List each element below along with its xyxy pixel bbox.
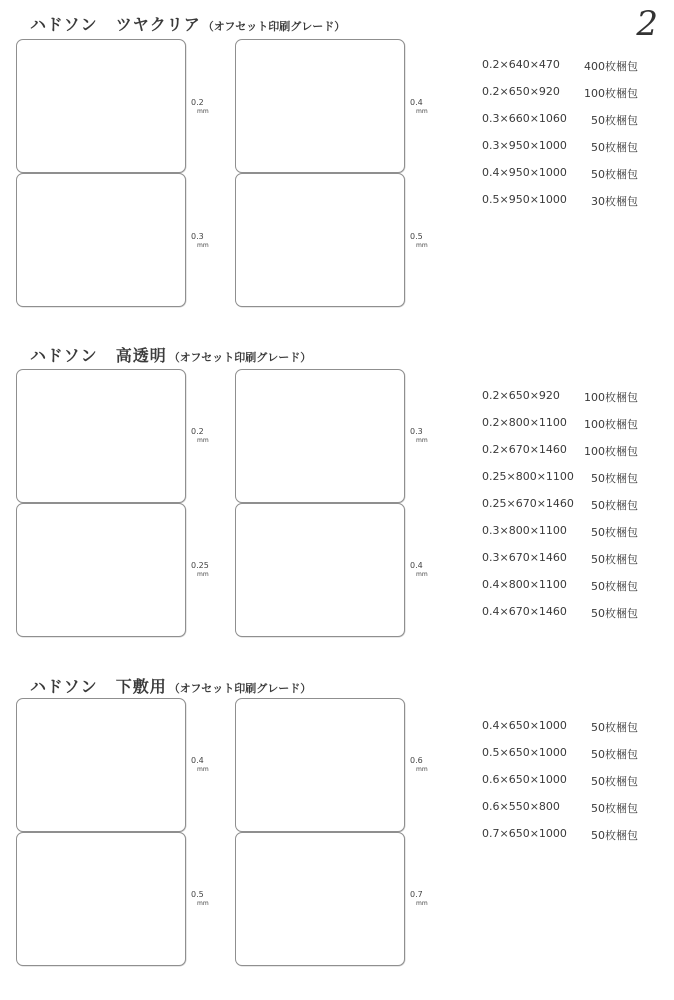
spec-size: 0.4×650×1000 bbox=[482, 719, 567, 732]
sample-sheet bbox=[235, 503, 405, 637]
thickness-label: 0.5 mm bbox=[410, 232, 428, 249]
spec-row bbox=[482, 112, 638, 139]
spec-pack: 100枚梱包 bbox=[584, 418, 638, 431]
spec-row bbox=[482, 773, 638, 800]
spec-row bbox=[482, 719, 638, 746]
spec-row bbox=[482, 551, 638, 578]
sample-sheet bbox=[16, 369, 186, 503]
spec-size: 0.4×800×1100 bbox=[482, 578, 567, 591]
spec-row bbox=[482, 800, 638, 827]
spec-pack: 50枚梱包 bbox=[591, 721, 638, 734]
spec-row bbox=[482, 524, 638, 551]
spec-size: 0.2×670×1460 bbox=[482, 443, 567, 456]
spec-row bbox=[482, 166, 638, 193]
spec-pack: 50枚梱包 bbox=[591, 114, 638, 127]
sample-sheet bbox=[235, 369, 405, 503]
product-name: 下敷用 bbox=[115, 677, 167, 696]
grade-label: （オフセット印刷グレード） bbox=[168, 351, 312, 364]
spec-size: 0.5×950×1000 bbox=[482, 193, 567, 206]
spec-pack: 400枚梱包 bbox=[584, 60, 638, 73]
spec-row bbox=[482, 497, 638, 524]
spec-row bbox=[482, 193, 638, 220]
spec-size: 0.2×640×470 bbox=[482, 58, 560, 71]
thickness-label: 0.4 mm bbox=[410, 98, 428, 115]
page-number: 2 bbox=[636, 4, 658, 44]
spec-row bbox=[482, 389, 638, 416]
spec-pack: 50枚梱包 bbox=[591, 553, 638, 566]
spec-list bbox=[482, 58, 638, 220]
spec-pack: 50枚梱包 bbox=[591, 802, 638, 815]
thickness-label: 0.5 mm bbox=[191, 890, 209, 907]
section-title bbox=[30, 12, 345, 35]
thickness-label: 0.7 mm bbox=[410, 890, 428, 907]
sample-sheet bbox=[16, 173, 186, 307]
spec-size: 0.25×800×1100 bbox=[482, 470, 574, 483]
spec-pack: 50枚梱包 bbox=[591, 748, 638, 761]
spec-pack: 100枚梱包 bbox=[584, 87, 638, 100]
brand-name: ハドソン bbox=[30, 677, 98, 696]
sample-sheet bbox=[16, 832, 186, 966]
grade-label: （オフセット印刷グレード） bbox=[168, 682, 312, 695]
sample-sheet bbox=[235, 39, 405, 173]
spec-row bbox=[482, 746, 638, 773]
spec-pack: 50枚梱包 bbox=[591, 526, 638, 539]
spec-pack: 30枚梱包 bbox=[591, 195, 638, 208]
section-title bbox=[30, 674, 311, 697]
spec-row bbox=[482, 605, 638, 632]
spec-size: 0.3×800×1100 bbox=[482, 524, 567, 537]
spec-size: 0.2×650×920 bbox=[482, 85, 560, 98]
thickness-label: 0.25 mm bbox=[191, 561, 209, 578]
spec-size: 0.2×650×920 bbox=[482, 389, 560, 402]
spec-list bbox=[482, 389, 638, 632]
spec-pack: 100枚梱包 bbox=[584, 445, 638, 458]
spec-pack: 50枚梱包 bbox=[591, 775, 638, 788]
product-name: 高透明 bbox=[115, 346, 167, 365]
spec-row bbox=[482, 416, 638, 443]
thickness-label: 0.3 mm bbox=[410, 427, 428, 444]
spec-pack: 50枚梱包 bbox=[591, 472, 638, 485]
spec-size: 0.3×950×1000 bbox=[482, 139, 567, 152]
grade-label: （オフセット印刷グレード） bbox=[202, 20, 346, 33]
brand-name: ハドソン bbox=[30, 346, 98, 365]
spec-size: 0.3×670×1460 bbox=[482, 551, 567, 564]
product-name: ツヤクリア bbox=[115, 15, 201, 34]
spec-pack: 50枚梱包 bbox=[591, 499, 638, 512]
spec-size: 0.3×660×1060 bbox=[482, 112, 567, 125]
sample-sheet bbox=[235, 698, 405, 832]
spec-row bbox=[482, 827, 638, 854]
spec-row bbox=[482, 470, 638, 497]
thickness-label: 0.4 mm bbox=[191, 756, 209, 773]
spec-pack: 50枚梱包 bbox=[591, 168, 638, 181]
thickness-label: 0.4 mm bbox=[410, 561, 428, 578]
thickness-label: 0.2 mm bbox=[191, 427, 209, 444]
spec-size: 0.6×550×800 bbox=[482, 800, 560, 813]
sample-sheet bbox=[16, 503, 186, 637]
spec-pack: 50枚梱包 bbox=[591, 580, 638, 593]
spec-row bbox=[482, 578, 638, 605]
spec-size: 0.2×800×1100 bbox=[482, 416, 567, 429]
spec-list bbox=[482, 719, 638, 854]
thickness-label: 0.6 mm bbox=[410, 756, 428, 773]
thickness-label: 0.2 mm bbox=[191, 98, 209, 115]
brand-name: ハドソン bbox=[30, 15, 98, 34]
spec-pack: 50枚梱包 bbox=[591, 607, 638, 620]
spec-size: 0.6×650×1000 bbox=[482, 773, 567, 786]
spec-row bbox=[482, 443, 638, 470]
spec-size: 0.7×650×1000 bbox=[482, 827, 567, 840]
spec-row bbox=[482, 85, 638, 112]
spec-row bbox=[482, 58, 638, 85]
section-title bbox=[30, 343, 311, 366]
spec-pack: 50枚梱包 bbox=[591, 829, 638, 842]
spec-size: 0.25×670×1460 bbox=[482, 497, 574, 510]
sample-sheet bbox=[235, 173, 405, 307]
spec-pack: 50枚梱包 bbox=[591, 141, 638, 154]
sample-sheet bbox=[235, 832, 405, 966]
spec-size: 0.4×950×1000 bbox=[482, 166, 567, 179]
spec-row bbox=[482, 139, 638, 166]
sample-sheet bbox=[16, 698, 186, 832]
sample-sheet bbox=[16, 39, 186, 173]
spec-size: 0.5×650×1000 bbox=[482, 746, 567, 759]
thickness-label: 0.3 mm bbox=[191, 232, 209, 249]
spec-size: 0.4×670×1460 bbox=[482, 605, 567, 618]
spec-pack: 100枚梱包 bbox=[584, 391, 638, 404]
